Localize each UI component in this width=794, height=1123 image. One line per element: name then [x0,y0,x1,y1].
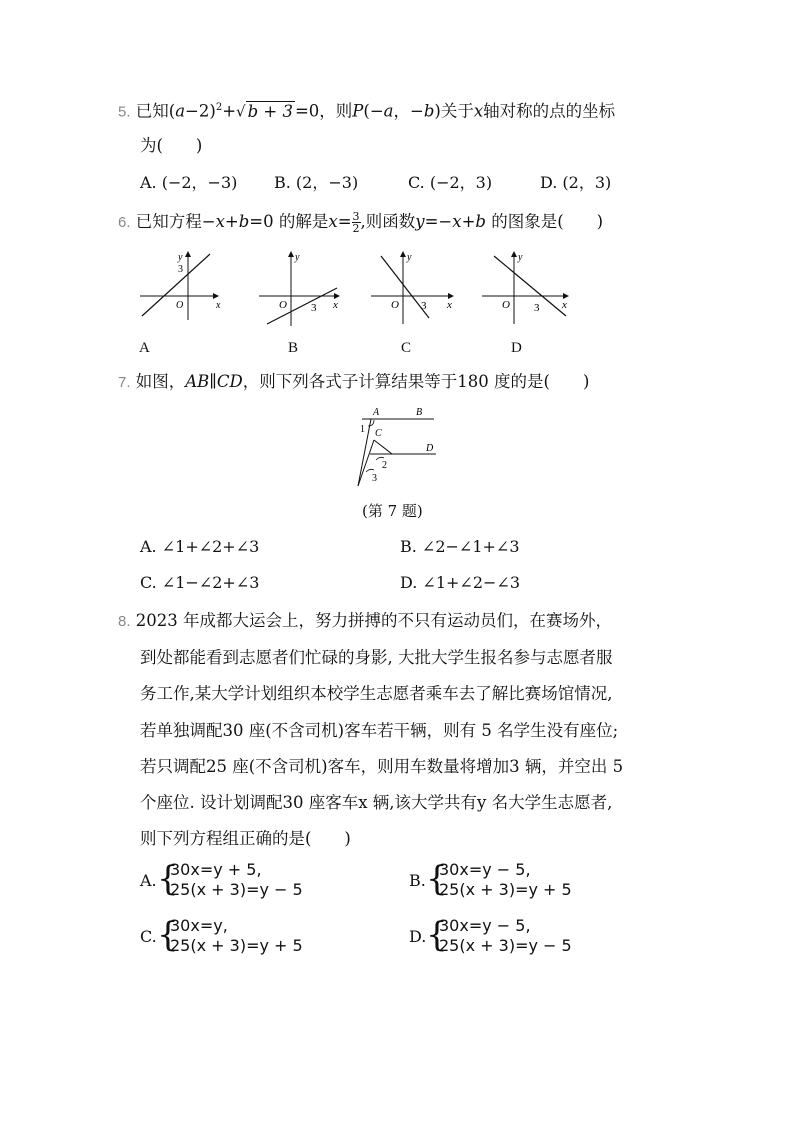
svg-text:3: 3 [372,473,377,484]
svg-text:x: x [333,299,338,311]
svg-text:1: 1 [360,424,365,435]
q8-line2: 到处都能看到志愿者们忙碌的身影, 大批大学生报名参与志愿者服 [140,648,613,667]
q6-graph-label-a: A [139,340,150,356]
svg-text:x: x [447,299,452,311]
svg-text:3: 3 [178,264,183,275]
q8-number: 8. [118,613,131,630]
svg-text:x: x [562,299,567,311]
q8-option-a-eq2: 25(x + 3)=y − 5 [170,880,303,899]
q8-line6: 个座位. 设计划调配30 座客车x 辆,该大学共有y 名大学生志愿者, [140,793,613,812]
svg-text:y: y [518,252,523,263]
q8-line5: 若只调配25 座(不含司机)客车，则用车数量将增加3 辆，并空出 5 [140,757,624,776]
svg-text:2: 2 [382,460,387,471]
q8-option-a-brace: { [157,859,179,899]
svg-text:3: 3 [421,300,427,312]
q8-line4: 若单独调配30 座(不含司机)客车若干辆，则有 5 名学生没有座位; [140,721,619,740]
q6-graph-c [367,246,463,326]
svg-text:y: y [407,252,412,263]
q5-sqrt: b + 3 [247,101,293,121]
q5-line2: 为( ) [140,136,203,155]
q8-option-a-label: A. [140,871,157,890]
q7-stem: 7. 如图，AB∥CD，则下列各式子计算结果等于180 度的是( ) [118,372,590,391]
q6-number: 6. [118,214,131,231]
q7-option-a: A. ∠1+∠2+∠3 [140,537,260,556]
q7-option-d: D. ∠1+∠2−∠3 [400,573,520,592]
q5-line1: 5. 已知$(a-2)^2+√$ b + 3 =0，则P(−a，−b)关于x轴对称的点的坐标 [118,101,616,121]
svg-text:O: O [176,300,184,311]
q8-option-a-eq1: 30x=y + 5, [170,860,262,879]
q6-graph-b [255,246,351,326]
q8-line3: 务工作,某大学计划组织本校学生志愿者乘车去了解比赛场馆情况, [140,684,613,703]
q7-caption: (第 7 题) [362,502,423,520]
svg-text:A: A [373,407,380,418]
q8-line7: 则下列方程组正确的是( ) [140,829,351,848]
q5-option-d: D. (2，3) [540,173,612,192]
q8-option-c-label: C. [140,927,157,946]
q6-graph-d [478,246,574,326]
q8-option-b-brace: { [426,859,448,899]
q8-option-d-eq1: 30x=y − 5, [439,916,531,935]
q5-option-b: B. (2，−3) [274,173,359,192]
svg-text:C: C [375,428,382,439]
svg-text:O: O [279,299,287,311]
svg-text:D: D [426,443,434,454]
q6-graph-label-d: D [511,340,522,356]
q5-option-a: A. (−2，−3) [140,173,238,192]
q8-option-b-label: B. [409,871,426,890]
q8-option-d-eq2: 25(x + 3)=y − 5 [439,936,572,955]
svg-text:3: 3 [534,302,540,314]
svg-text:O: O [502,299,510,311]
q8-option-d-label: D. [409,927,427,946]
q5-number: 5. [118,103,131,121]
q6-stem: 6. 已知方程−x+b=0 的解是x= $\frac{3}{2}$ ,则函数y=−x+b 的图象是( ) [118,210,604,235]
svg-text:y: y [295,252,300,263]
svg-text:y: y [178,252,183,263]
svg-text:B: B [416,407,423,418]
svg-text:x: x [216,300,221,311]
q7-option-c: C. ∠1−∠2+∠3 [140,573,260,592]
q8-option-b-eq1: 30x=y − 5, [439,860,531,879]
q8-option-c-eq1: 30x=y, [170,916,228,935]
q7-number: 7. [118,374,131,391]
q8-option-d-brace: { [426,915,448,955]
svg-text:O: O [391,299,399,311]
q8-option-b-eq2: 25(x + 3)=y + 5 [439,880,572,899]
q8-line1: 8. 2023 年成都大运会上，努力拼搏的不只有运动员们，在赛场外， [118,611,613,630]
q6-graph-a [132,246,228,326]
svg-text:3: 3 [311,302,317,314]
q6-graph-label-c: C [401,340,412,356]
q7-figure [350,402,446,492]
q8-option-c-eq2: 25(x + 3)=y + 5 [170,936,303,955]
q8-option-c-brace: { [157,915,179,955]
q6-graph-label-b: B [288,340,299,356]
q6-fraction: $\frac{3}{2}$ [352,210,360,235]
q5-option-c: C. (−2，3) [408,173,493,192]
q7-option-b: B. ∠2−∠1+∠3 [400,537,520,556]
